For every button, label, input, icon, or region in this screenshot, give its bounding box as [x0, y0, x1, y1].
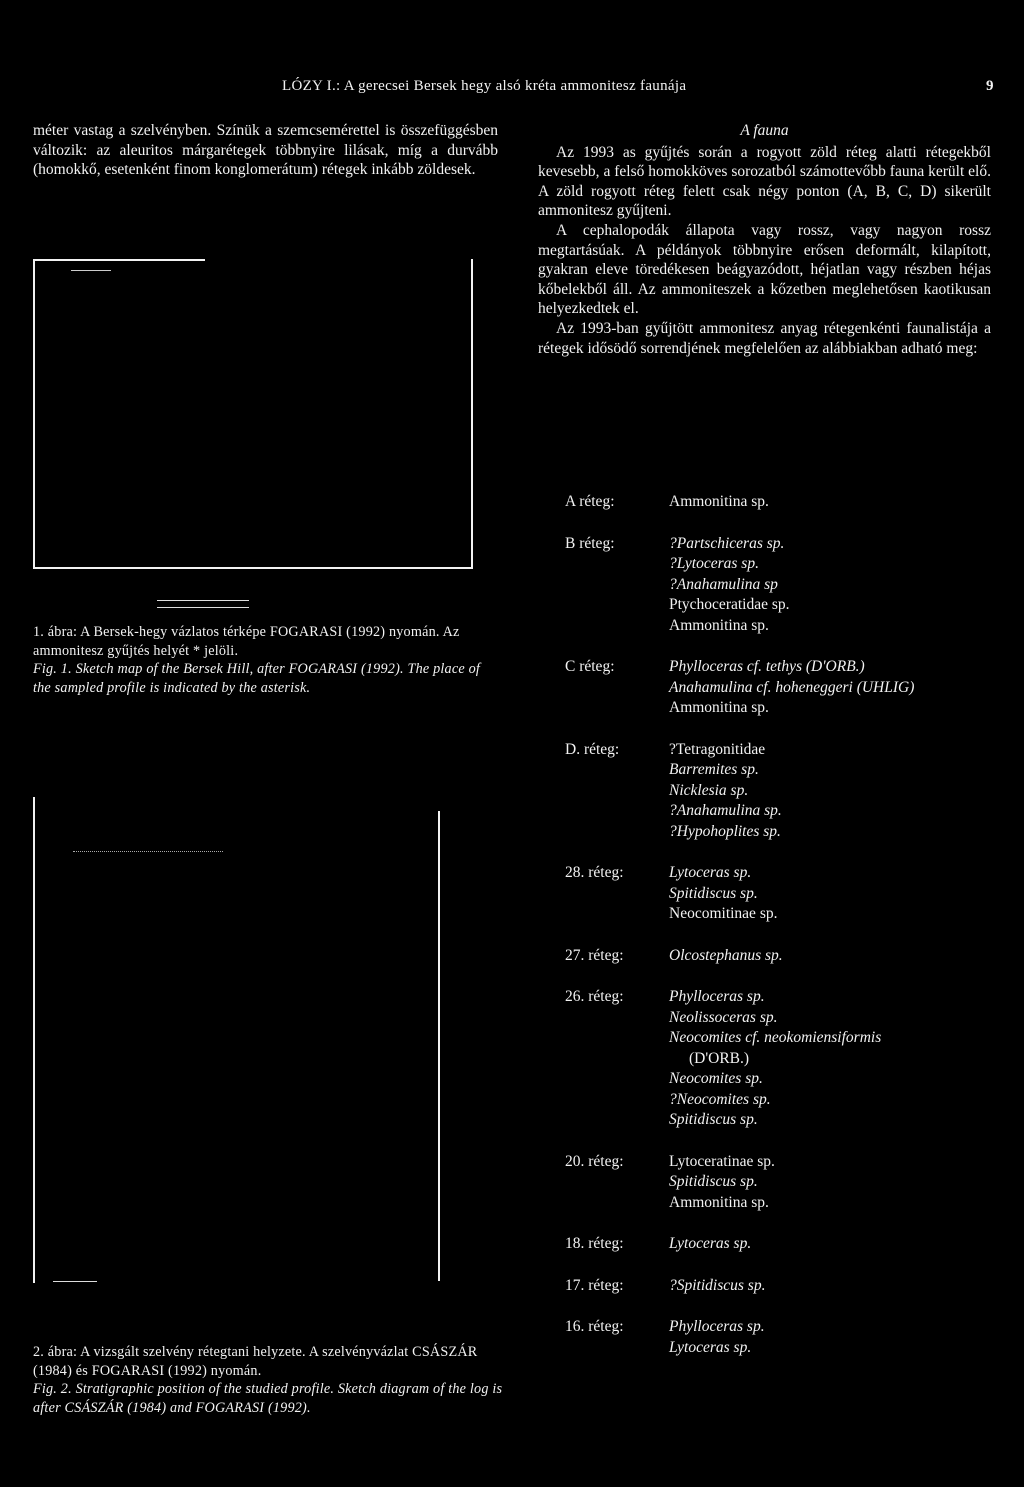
- taxa-list: [669, 1234, 1005, 1255]
- profile-left-line: [33, 797, 35, 1283]
- taxon: ?Anahamulina sp: [669, 575, 778, 593]
- taxon: Neocomites cf. neokomiensiformis: [669, 1029, 882, 1046]
- taxon: ?Hypohoplites sp.: [669, 822, 781, 840]
- taxon: Neocomites sp.: [669, 1070, 763, 1087]
- profile-dotted-line: [73, 851, 223, 856]
- profile-base-line: [53, 1281, 97, 1282]
- fauna-row: [565, 1317, 1005, 1358]
- profile-right-line: [438, 811, 440, 1281]
- taxon: Olcostephanus sp.: [669, 946, 783, 964]
- taxon: Lytoceras sp.: [669, 1235, 752, 1252]
- layer-label: 18. réteg:: [565, 1235, 624, 1252]
- layer-label: C réteg:: [565, 658, 615, 675]
- taxa-list: [669, 657, 1005, 719]
- taxon: Neolissoceras sp.: [669, 1008, 778, 1026]
- taxon: Anahamulina cf. hoheneggeri (UHLIG): [669, 678, 915, 696]
- taxon: Ptychoceratidae sp.: [669, 596, 790, 613]
- layer-label: D. réteg:: [565, 740, 620, 758]
- taxon: Spitidiscus sp.: [669, 884, 758, 902]
- figure-2-caption-hu: 2. ábra: A vizsgált szelvény rétegtani helyzete. A szelvényvázlat CSÁSZÁR (1984) és FOGARASI (1992) nyomán.: [33, 1344, 478, 1379]
- taxa-list: [669, 740, 1005, 843]
- layer-label: 28. réteg:: [565, 864, 624, 881]
- paragraph-2: A cephalopodák állapota vagy rossz, vagy nagyon rossz megtartásúak. A példányok többnyire erősen deformált, kilapított, gyakran eleve töredékesen beágyazódott, héjatlan vagy részben héjas kőbelekből áll. Az ammoniteszek a kőzetben meglehetősen kaotikusan helyezkedtek el.: [538, 221, 991, 318]
- taxon: Lytoceras sp.: [669, 864, 752, 881]
- taxa-list: [669, 1152, 1005, 1214]
- taxon: ?Anahamulina sp.: [669, 802, 782, 819]
- left-intro-paragraph: méter vastag a szelvényben. Színük a szemcsemérettel is összefüggésben változik: az aleuritos márgarétegek többnyire lilásak, míg a durvább (homokkő, esetenként finom konglomerátum) rétegek inkább zöldesek.: [33, 122, 498, 179]
- running-header: [0, 78, 1024, 102]
- taxon: Neocomitinae sp.: [669, 905, 778, 922]
- page-number: 9: [986, 78, 994, 94]
- layer-label: 16. réteg:: [565, 1318, 624, 1335]
- fauna-row: [565, 1276, 1005, 1297]
- layer-label: 26. réteg:: [565, 988, 624, 1005]
- layer-label: A réteg:: [565, 493, 615, 510]
- taxon: Ammonitina sp.: [669, 699, 769, 716]
- taxa-list: [669, 946, 1005, 967]
- taxon: Ammonitina sp.: [669, 1193, 769, 1211]
- fauna-row: [565, 657, 1005, 719]
- taxa-list: [669, 1317, 1005, 1358]
- right-column-text: [538, 121, 991, 358]
- taxon: Nicklesia sp.: [669, 781, 749, 799]
- layer-label: 20. réteg:: [565, 1152, 624, 1170]
- figure-1-sketch-map: [33, 259, 473, 569]
- taxon: Phylloceras sp.: [669, 988, 765, 1005]
- taxon: ?Tetragonitidae: [669, 740, 766, 758]
- taxon: (D'ORB.): [689, 1049, 750, 1067]
- map-frame-top: [35, 259, 205, 261]
- taxon: ?Neocomites sp.: [669, 1090, 771, 1108]
- figure-2-profile-diagram: [33, 797, 441, 1283]
- figure-1-caption-en: Fig. 1. Sketch map of the Bersek Hill, after FOGARASI (1992). The place of the sampled profile is indicated by the asterisk.: [33, 661, 481, 696]
- fauna-row: [565, 987, 1005, 1131]
- taxon: Phylloceras sp.: [669, 1318, 765, 1335]
- header-title: LÓZY I.: A gerecsei Bersek hegy alsó kréta ammonitesz faunája: [282, 78, 687, 94]
- fauna-list: [565, 492, 1005, 1379]
- taxon: ?Partschiceras sp.: [669, 534, 785, 552]
- fauna-row: [565, 946, 1005, 967]
- layer-label: B réteg:: [565, 534, 615, 552]
- figure-1-caption-hu: 1. ábra: A Bersek-hegy vázlatos térképe FOGARASI (1992) nyomán. Az ammonitesz gyűjtés helyét * jelöli.: [33, 624, 460, 659]
- taxa-list: [669, 492, 1005, 513]
- taxon: Lytoceras sp.: [669, 1338, 752, 1356]
- taxon: Barremites sp.: [669, 761, 759, 778]
- figure-1-scale-bar: [157, 600, 249, 608]
- figure-1-caption: [33, 623, 493, 697]
- fauna-row: [565, 492, 1005, 513]
- taxon: ?Lytoceras sp.: [669, 555, 759, 572]
- layer-label: 17. réteg:: [565, 1276, 624, 1294]
- map-line: [71, 270, 111, 271]
- taxon: Spitidiscus sp.: [669, 1111, 758, 1128]
- fauna-row: [565, 1234, 1005, 1255]
- taxon: Ammonitina sp.: [669, 493, 769, 510]
- taxon: Spitidiscus sp.: [669, 1173, 758, 1190]
- taxon: ?Spitidiscus sp.: [669, 1276, 766, 1294]
- layer-label: 27. réteg:: [565, 946, 624, 964]
- fauna-row: [565, 534, 1005, 637]
- paragraph-3: Az 1993-ban gyűjtött ammonitesz anyag rétegenkénti faunalistája a rétegek idősödő sorrendjének megfelelően az alábbiakban adható meg:: [538, 319, 991, 357]
- fauna-row: [565, 1152, 1005, 1214]
- taxa-list: [669, 534, 1005, 637]
- taxon: Ammonitina sp.: [669, 616, 769, 634]
- figure-2-caption: [33, 1343, 503, 1417]
- figure-2-caption-en: Fig. 2. Stratigraphic position of the studied profile. Sketch diagram of the log is after CSÁSZÁR (1984) and FOGARASI (1992).: [33, 1381, 503, 1416]
- taxa-list: [669, 863, 1005, 925]
- taxa-list: [669, 1276, 1005, 1297]
- section-heading: A fauna: [740, 122, 789, 139]
- taxa-list: [669, 987, 1005, 1131]
- fauna-row: [565, 863, 1005, 925]
- taxon: Phylloceras cf. tethys (D'ORB.): [669, 658, 865, 675]
- paragraph-1: Az 1993 as gyűjtés során a rogyott zöld réteg alatti rétegekből kevesebb, a felső homokköves sorozatból számottevőbb fauna került elő. A zöld rogyott réteg felett csak négy ponton (A, B, C, D) sikerült ammonitesz gyűjteni.: [538, 143, 991, 220]
- taxon: Lytoceratinae sp.: [669, 1152, 775, 1170]
- fauna-row: [565, 740, 1005, 843]
